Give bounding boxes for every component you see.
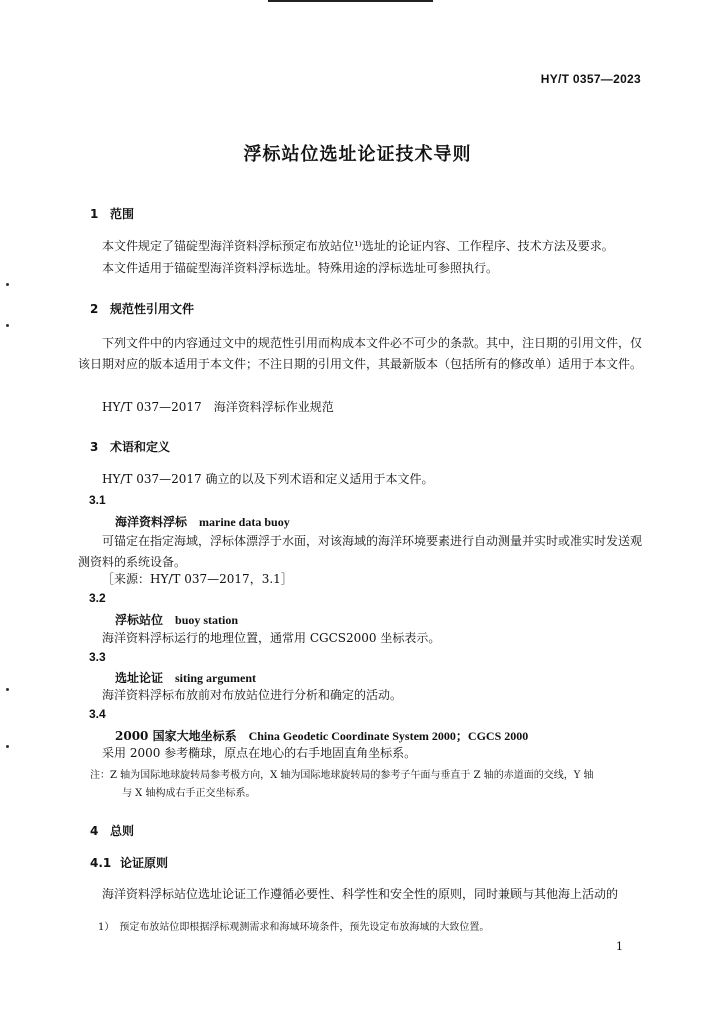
clause-number: 3.4 xyxy=(89,707,106,721)
section-1-paragraph-1: 本文件规定了锚碇型海洋资料浮标预定布放站位¹⁾选址的论证内容、工作程序、技术方法及要求。 xyxy=(102,239,614,253)
subclause-4-1-heading xyxy=(90,854,168,871)
scan-mark xyxy=(6,283,9,286)
term-definition: 海洋资料浮标运行的地理位置，通常用 CGCS2000 坐标表示。 xyxy=(102,631,441,645)
scan-mark xyxy=(6,688,9,691)
term-definition: 可锚定在指定海域，浮标体漂浮于水面，对该海域的海洋环境要素进行自动测量并实时或准实时发送观测资料的系统设备。 xyxy=(78,534,643,569)
term-zh: 海洋资料浮标 xyxy=(115,515,188,529)
section-1-paragraph-2: 本文件适用于锚碇型海洋资料浮标选址。特殊用途的浮标选址可参照执行。 xyxy=(102,261,499,275)
term-en: buoy station xyxy=(175,613,239,627)
section-title: 术语和定义 xyxy=(110,440,171,454)
subclause-paragraph: 海洋资料浮标站位选址论证工作遵循必要性、科学性和安全性的原则，同时兼顾与其他海上活动的 xyxy=(102,887,619,901)
section-number: 2 xyxy=(90,302,99,316)
section-2-paragraph: 下列文件中的内容通过文中的规范性引用而构成本文件必不可少的条款。其中，注日期的引用文件，仅该日期对应的版本适用于本文件；不注日期的引用文件，其最新版本（包括所有的修改单）适用于本文件。 xyxy=(78,336,643,371)
section-number: 3 xyxy=(90,440,99,454)
clause-number: 3.1 xyxy=(89,493,106,507)
term-zh: 选址论证 xyxy=(115,671,164,685)
clause-number: 3.3 xyxy=(89,650,106,664)
scan-mark xyxy=(6,745,9,748)
term-note xyxy=(90,767,645,803)
term-en: marine data buoy xyxy=(199,515,290,529)
footnote: 1） 预定布放站位即根据浮标观测需求和海域环境条件，预先设定布放海域的大致位置。 xyxy=(98,922,490,933)
note-line-2: 与 X 轴构成右手正交坐标系。 xyxy=(122,788,256,799)
section-title: 规范性引用文件 xyxy=(110,302,195,316)
standard-number: HY/T 0357—2023 xyxy=(540,72,641,86)
section-3-intro: HY/T 037—2017 确立的以及下列术语和定义适用于本文件。 xyxy=(102,472,434,486)
section-4-heading xyxy=(90,822,134,839)
section-1-heading xyxy=(90,205,134,222)
section-2-heading xyxy=(90,300,194,317)
clause-number: 3.2 xyxy=(89,591,106,605)
section-number: 1 xyxy=(90,207,99,221)
term-zh: 浮标站位 xyxy=(115,613,164,627)
note-line-1: 注：Z 轴为国际地球旋转局参考极方向，X 轴为国际地球旋转局的参考子午面与垂直于 Z 轴的赤道面的交线，Y 轴 xyxy=(90,770,594,781)
term-entry xyxy=(115,513,290,530)
subclause-number: 4.1 xyxy=(90,856,112,870)
term-definition: 采用 2000 参考椭球，原点在地心的右手地固直角坐标系。 xyxy=(102,746,417,760)
section-title: 范围 xyxy=(110,207,135,221)
page-number: 1 xyxy=(616,940,623,953)
term-entry xyxy=(115,727,528,744)
term-zh: 2000 国家大地坐标系 xyxy=(115,729,237,743)
top-rule xyxy=(268,0,433,2)
term-definition: 海洋资料浮标布放前对布放站位进行分析和确定的活动。 xyxy=(102,688,403,702)
scan-mark xyxy=(6,324,9,327)
section-3-heading xyxy=(90,438,170,455)
term-entry xyxy=(115,611,238,628)
term-source: ［来源：HY/T 037—2017，3.1］ xyxy=(102,572,293,586)
term-en: China Geodetic Coordinate System 2000；CGCS 2000 xyxy=(248,729,529,743)
document-title: 浮标站位选址论证技术导则 xyxy=(243,144,472,165)
subclause-title: 论证原则 xyxy=(120,856,169,870)
section-title: 总则 xyxy=(110,824,135,838)
term-en: siting argument xyxy=(175,671,257,685)
term-entry xyxy=(115,669,256,686)
section-number: 4 xyxy=(90,824,99,838)
normative-reference: HY/T 037—2017 海洋资料浮标作业规范 xyxy=(102,400,334,414)
